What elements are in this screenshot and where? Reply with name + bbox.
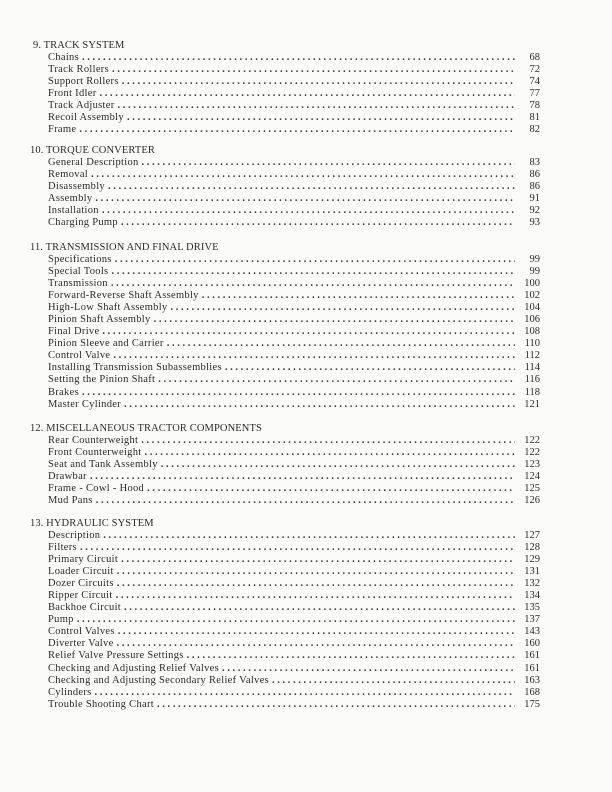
dot-leader	[157, 699, 515, 711]
toc-entry[interactable]	[48, 314, 540, 326]
toc-entry[interactable]	[48, 169, 540, 181]
section-heading	[30, 145, 540, 157]
entry-label: Disassembly	[48, 181, 105, 193]
dot-leader	[124, 602, 515, 614]
entry-label: Description	[48, 530, 101, 541]
toc-section	[30, 518, 540, 711]
dot-leader	[127, 112, 515, 124]
entry-page-number: 123	[524, 459, 540, 471]
toc-entry[interactable]	[48, 76, 540, 88]
toc-entry[interactable]	[48, 112, 540, 124]
entry-page-number: 116	[524, 374, 540, 386]
dot-leader	[158, 374, 515, 386]
section-number: 13.	[30, 518, 44, 529]
toc-entry[interactable]	[48, 554, 540, 566]
entry-label: Control Valve	[48, 350, 111, 362]
toc-entry[interactable]	[48, 399, 540, 411]
entry-page-number: 99	[529, 266, 540, 278]
entry-label: Setting the Pinion Shaft	[48, 374, 156, 386]
toc-entry[interactable]	[48, 157, 540, 169]
entry-label: Transmission	[48, 278, 108, 290]
dot-leader	[95, 687, 515, 699]
toc-section	[30, 242, 540, 411]
entry-page-number: 114	[524, 362, 540, 374]
toc-entry[interactable]	[48, 483, 540, 495]
toc-entry[interactable]	[48, 602, 540, 614]
entry-page-number: 86	[529, 181, 540, 193]
entry-label: Assembly	[48, 193, 93, 205]
section-heading	[33, 40, 540, 52]
toc-entry[interactable]	[48, 387, 540, 399]
entry-label: Seat and Tank Assembly	[48, 459, 158, 471]
dot-leader	[108, 181, 515, 193]
toc-entry[interactable]	[48, 675, 540, 687]
dot-leader	[225, 362, 515, 374]
entry-page-number: 132	[524, 578, 540, 590]
entry-label: Relief Valve Pressure Settings	[48, 650, 184, 662]
dot-leader	[117, 566, 515, 578]
toc-entry[interactable]	[48, 254, 540, 266]
entry-page-number: 121	[524, 398, 540, 410]
dot-leader	[161, 459, 515, 471]
entry-page-number: 102	[524, 290, 540, 302]
entry-label: Track Adjuster	[48, 100, 115, 112]
dot-leader	[118, 626, 515, 638]
dot-leader	[95, 193, 515, 205]
toc-entry[interactable]	[48, 278, 540, 290]
entry-page-number: 125	[524, 483, 540, 495]
dot-leader	[154, 314, 515, 326]
entry-page-number: 110	[524, 338, 540, 350]
toc-section	[30, 145, 540, 229]
toc-entry[interactable]	[48, 193, 540, 205]
dot-leader	[117, 578, 515, 590]
dot-leader	[118, 100, 515, 112]
entry-page-number: 143	[524, 626, 540, 638]
entry-page-number: 82	[529, 124, 540, 136]
entry-page-number: 68	[529, 52, 540, 63]
dot-leader	[82, 387, 515, 399]
toc-entry[interactable]	[48, 687, 540, 699]
toc-entry[interactable]	[48, 530, 540, 542]
section-heading	[30, 242, 540, 254]
entry-label: Chains	[48, 52, 79, 63]
toc-entry[interactable]	[48, 566, 540, 578]
dot-leader	[102, 326, 515, 338]
toc-entry[interactable]	[48, 495, 540, 507]
entry-label: Charging Pump	[48, 217, 118, 229]
entry-label: Brakes	[48, 386, 79, 398]
entry-label: Master Cylinder	[48, 398, 122, 410]
entry-label: Specifications	[48, 254, 112, 265]
dot-leader	[77, 614, 515, 626]
entry-label: Installing Transmission Subassemblies	[48, 362, 222, 374]
entry-page-number: 100	[524, 278, 540, 290]
entry-page-number: 126	[524, 495, 540, 507]
section-heading	[30, 518, 540, 530]
entry-page-number: 161	[524, 650, 540, 662]
entry-label: Front Counterweight	[48, 447, 142, 459]
entry-page-number: 108	[524, 326, 540, 338]
toc-entry[interactable]	[48, 542, 540, 554]
toc-entry[interactable]	[48, 52, 540, 64]
entry-label: Primary Circuit	[48, 554, 119, 566]
entry-page-number: 175	[524, 698, 540, 710]
entry-page-number: 122	[524, 435, 540, 446]
toc-entry[interactable]	[48, 626, 540, 638]
dot-leader	[117, 638, 515, 650]
entry-label: Control Valves	[48, 626, 115, 638]
entry-page-number: 122	[524, 447, 540, 459]
entry-page-number: 99	[529, 254, 540, 265]
entry-label: Track Rollers	[48, 64, 109, 76]
dot-leader	[272, 675, 515, 687]
toc-entry[interactable]	[48, 362, 540, 374]
toc-entry[interactable]	[48, 614, 540, 626]
dot-leader	[147, 483, 515, 495]
entry-page-number: 106	[524, 314, 540, 326]
entry-label: Diverter Valve	[48, 638, 114, 650]
toc-entry[interactable]	[48, 699, 540, 711]
dot-leader	[90, 471, 515, 483]
entry-label: Backhoe Circuit	[48, 602, 122, 614]
dot-leader	[170, 302, 515, 314]
section-number: 11.	[30, 242, 44, 253]
section-number: 10.	[30, 145, 44, 156]
dot-leader	[102, 205, 515, 217]
dot-leader	[111, 278, 515, 290]
entry-label: Checking and Adjusting Secondary Relief Valves	[48, 674, 269, 686]
entry-page-number: 74	[529, 76, 540, 88]
entry-page-number: 124	[524, 471, 540, 483]
section-title: HYDRAULIC SYSTEM	[46, 518, 154, 529]
dot-leader	[111, 266, 515, 278]
entry-page-number: 131	[524, 566, 540, 578]
entry-page-number: 91	[529, 193, 540, 205]
toc-entry[interactable]	[48, 578, 540, 590]
entry-page-number: 163	[524, 674, 540, 686]
dot-leader	[222, 663, 515, 675]
entry-page-number: 135	[524, 602, 540, 614]
section-title: TRACK SYSTEM	[43, 40, 125, 51]
toc-entry[interactable]	[48, 338, 540, 350]
entry-label: Removal	[48, 169, 89, 181]
dot-leader	[202, 290, 515, 302]
entry-label: Recoil Assembly	[48, 112, 124, 124]
toc-entry[interactable]	[48, 124, 540, 136]
entry-label: High-Low Shaft Assembly	[48, 302, 168, 314]
dot-leader	[187, 650, 515, 662]
toc-entry[interactable]	[48, 217, 540, 229]
entry-page-number: 72	[529, 64, 540, 76]
entry-label: Checking and Adjusting Relief Valves	[48, 662, 220, 674]
entry-label: Pinion Shaft Assembly	[48, 314, 151, 326]
entry-page-number: 134	[524, 590, 540, 602]
section-title: TRANSMISSION AND FINAL DRIVE	[45, 242, 219, 253]
entry-page-number: 128	[524, 542, 540, 554]
toc-section	[30, 423, 540, 507]
entry-page-number: 161	[524, 662, 540, 674]
toc-entry[interactable]	[48, 181, 540, 193]
dot-leader	[115, 254, 515, 266]
entry-label: Pump	[48, 614, 74, 626]
toc-section	[30, 40, 540, 136]
toc-entry[interactable]	[48, 88, 540, 100]
toc-entry[interactable]	[48, 374, 540, 386]
toc-entry[interactable]	[48, 350, 540, 362]
entry-label: General Description	[48, 157, 139, 168]
dot-leader	[141, 435, 515, 447]
dot-leader	[82, 52, 515, 64]
dot-leader	[121, 217, 515, 229]
entry-label: Frame	[48, 124, 77, 136]
entry-label: Frame - Cowl - Hood	[48, 483, 145, 495]
entry-page-number: 112	[524, 350, 540, 362]
entry-page-number: 93	[529, 217, 540, 229]
toc-entry[interactable]	[48, 435, 540, 447]
dot-leader	[80, 542, 515, 554]
dot-leader	[144, 447, 515, 459]
dot-leader	[142, 157, 515, 169]
toc-entry[interactable]	[48, 205, 540, 217]
entry-label: Cylinders	[48, 686, 92, 698]
toc-entry[interactable]	[48, 64, 540, 76]
dot-leader	[113, 350, 515, 362]
entry-page-number: 86	[529, 169, 540, 181]
section-number: 9.	[33, 40, 42, 51]
entry-label: Pinion Sleeve and Carrier	[48, 338, 164, 350]
toc-entry[interactable]	[48, 590, 540, 602]
entry-label: Filters	[48, 542, 77, 554]
entry-page-number: 160	[524, 638, 540, 650]
dot-leader	[79, 124, 515, 136]
entry-label: Trouble Shooting Chart	[48, 698, 154, 710]
toc-entry[interactable]	[48, 302, 540, 314]
dot-leader	[116, 590, 515, 602]
entry-label: Special Tools	[48, 266, 109, 278]
entry-label: Installation	[48, 205, 99, 217]
entry-label: Drawbar	[48, 471, 87, 483]
entry-label: Forward-Reverse Shaft Assembly	[48, 290, 199, 302]
entry-page-number: 77	[529, 88, 540, 100]
entry-page-number: 104	[524, 302, 540, 314]
toc-entry[interactable]	[48, 638, 540, 650]
section-title: MISCELLANEOUS TRACTOR COMPONENTS	[46, 423, 262, 434]
entry-page-number: 129	[524, 554, 540, 566]
toc-entry[interactable]	[48, 100, 540, 112]
dot-leader	[103, 530, 515, 542]
toc-entry[interactable]	[48, 650, 540, 662]
toc-entry[interactable]	[48, 447, 540, 459]
entry-label: Dozer Circuits	[48, 578, 114, 590]
dot-leader	[96, 495, 515, 507]
dot-leader	[121, 554, 515, 566]
toc-entry[interactable]	[48, 326, 540, 338]
toc-entry[interactable]	[48, 459, 540, 471]
entry-label: Front Idler	[48, 88, 97, 100]
section-heading	[30, 423, 540, 435]
entry-label: Mud Pans	[48, 495, 93, 507]
section-number: 12.	[30, 423, 44, 434]
toc-entry[interactable]	[48, 471, 540, 483]
entry-label: Ripper Circuit	[48, 590, 113, 602]
entry-page-number: 81	[529, 112, 540, 124]
dot-leader	[100, 88, 516, 100]
entry-label: Loader Circuit	[48, 566, 114, 578]
entry-page-number: 168	[524, 686, 540, 698]
toc-entry[interactable]	[48, 290, 540, 302]
entry-label: Support Rollers	[48, 76, 119, 88]
entry-page-number: 127	[524, 530, 540, 541]
entry-page-number: 92	[529, 205, 540, 217]
dot-leader	[122, 76, 515, 88]
entry-page-number: 83	[529, 157, 540, 168]
section-title: TORQUE CONVERTER	[45, 145, 155, 156]
toc-entry[interactable]	[48, 266, 540, 278]
entry-page-number: 118	[524, 386, 540, 398]
dot-leader	[124, 399, 515, 411]
entry-label: Rear Counterweight	[48, 435, 139, 446]
dot-leader	[91, 169, 515, 181]
entry-page-number: 137	[524, 614, 540, 626]
dot-leader	[167, 338, 515, 350]
entry-label: Final Drive	[48, 326, 100, 338]
entry-page-number: 78	[529, 100, 540, 112]
toc-entry[interactable]	[48, 663, 540, 675]
dot-leader	[112, 64, 515, 76]
